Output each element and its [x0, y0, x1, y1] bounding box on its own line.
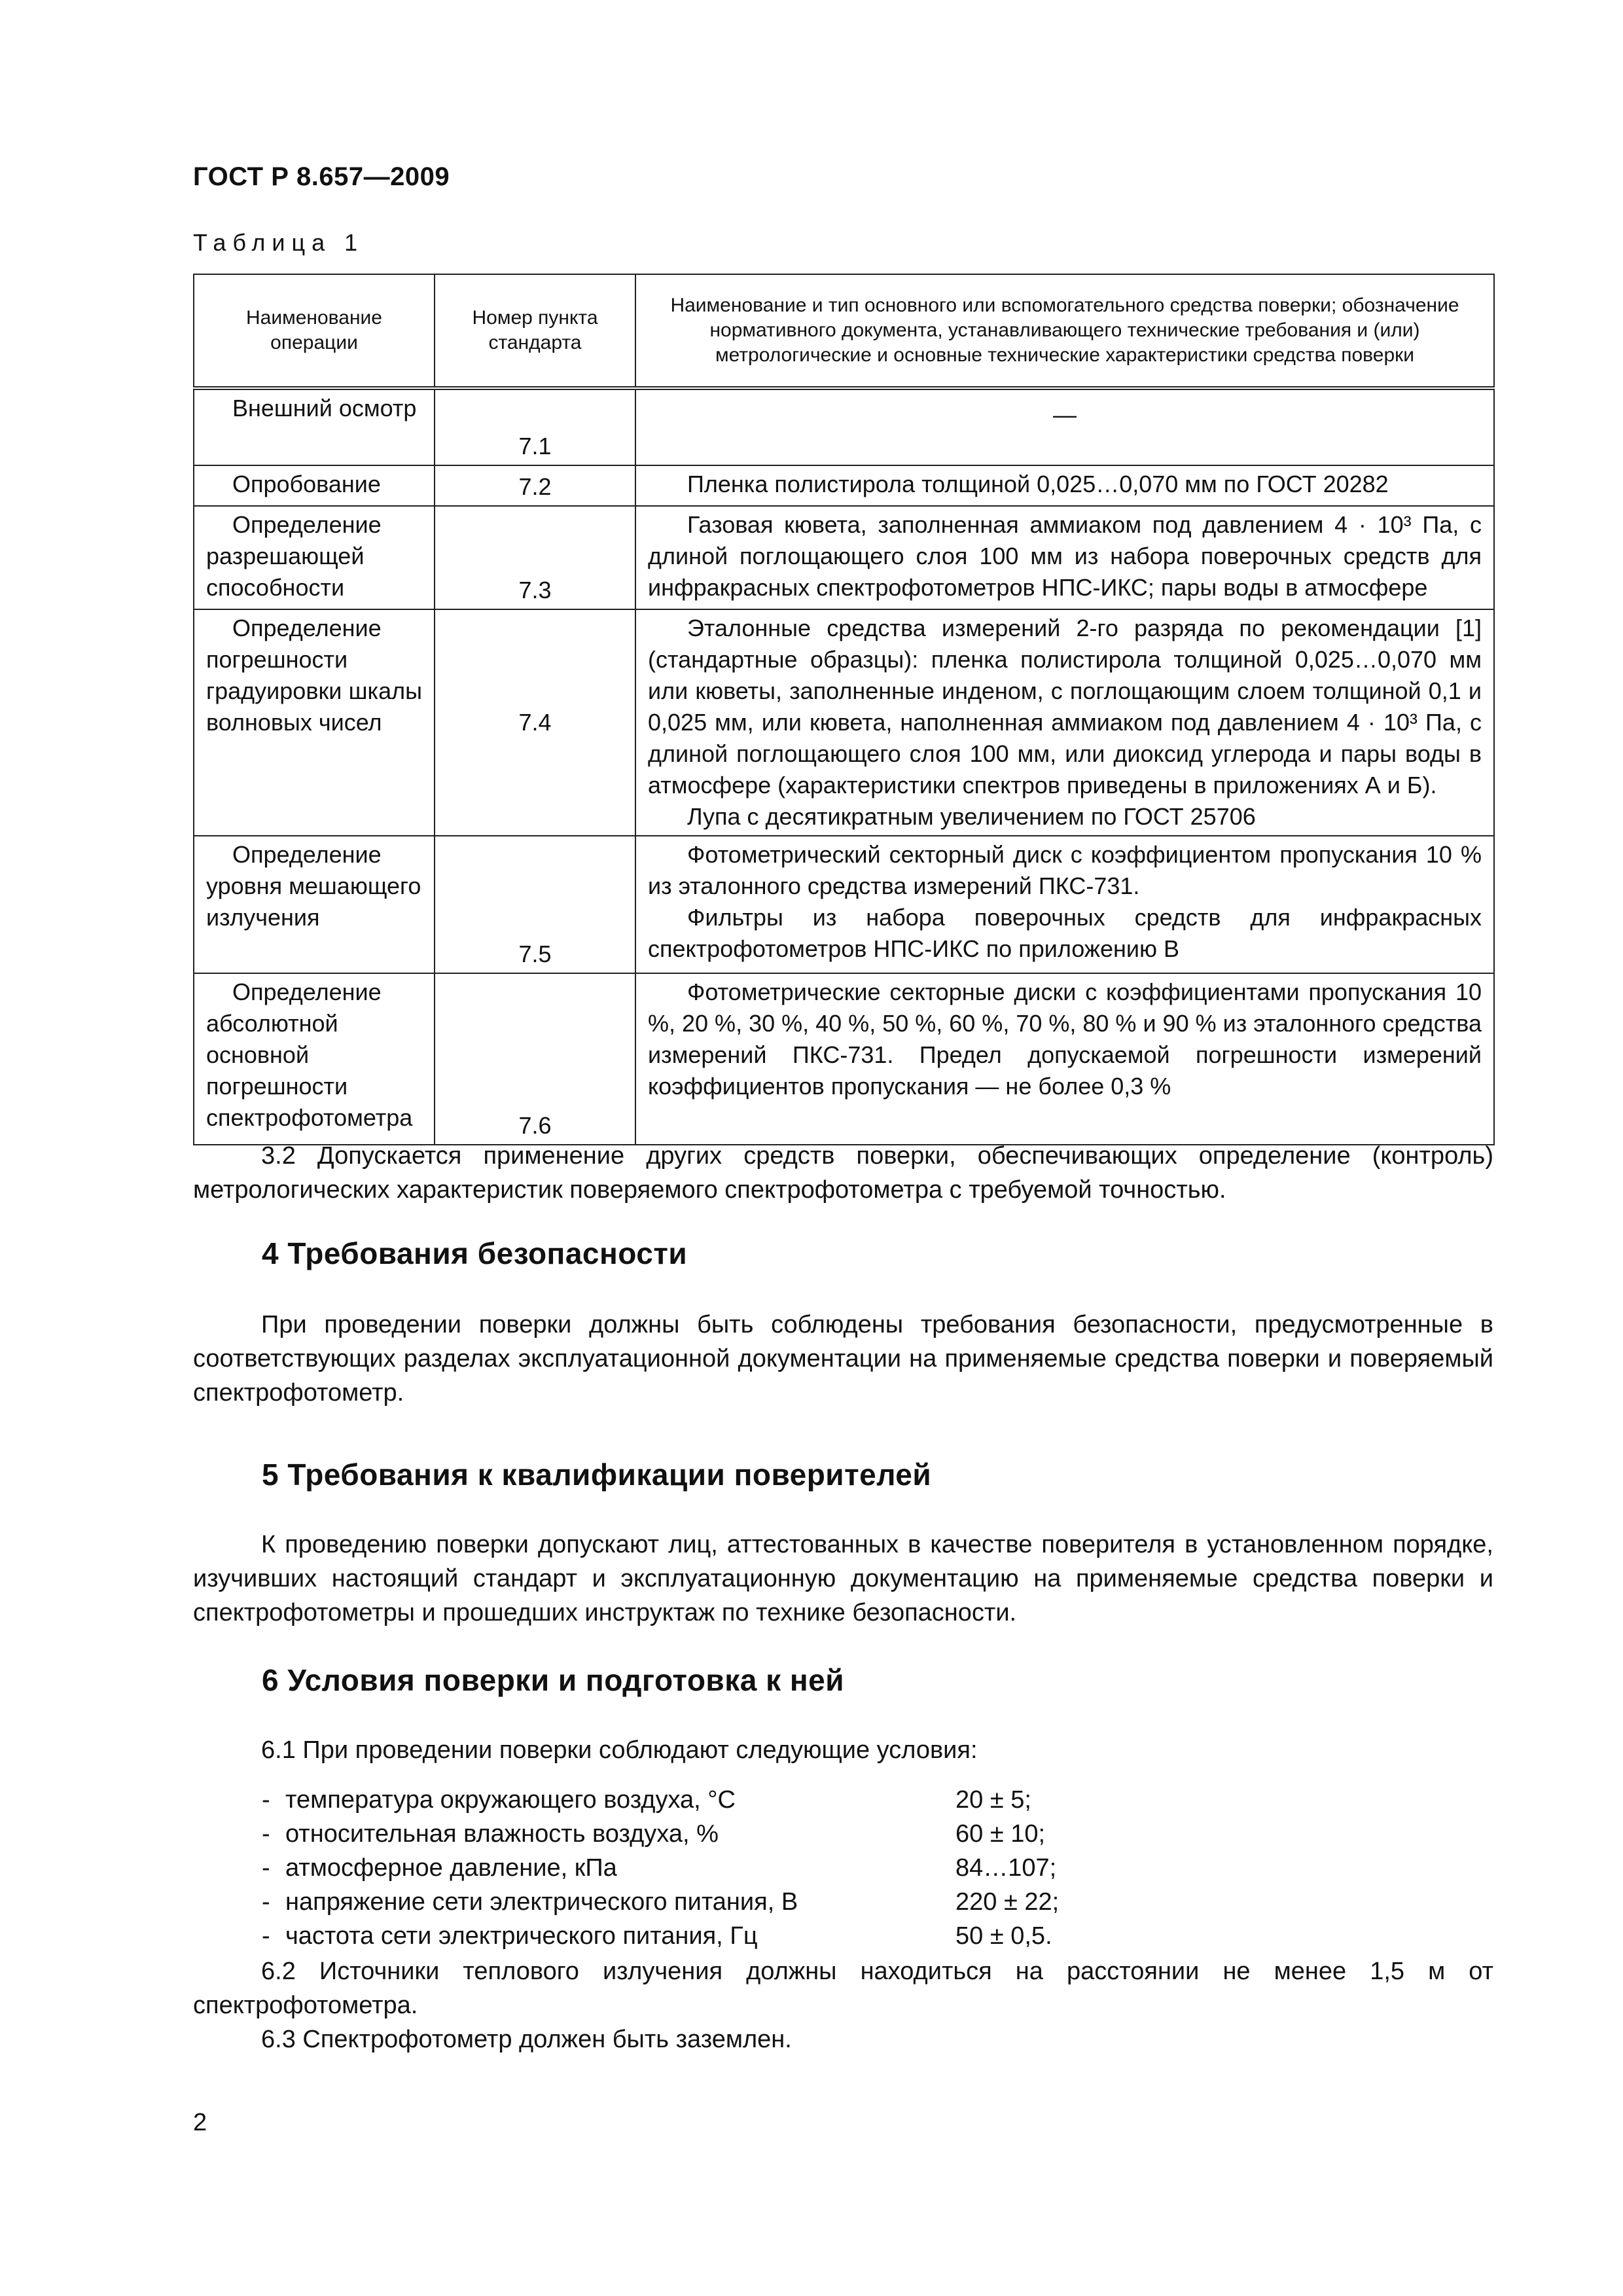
tools-cell [635, 506, 1494, 609]
section-5-heading: 5 Требования к квалификации поверителей [262, 1458, 932, 1492]
paragraph-3-2: 3.2 Допускается применение других средств поверки, обеспечивающих определение (контроль) метрологических характеристик поверяемого спектрофотометра с требуемой точностью. [193, 1142, 1493, 1204]
number-cell: 7.1 [435, 388, 635, 465]
list-item [262, 1817, 1113, 1851]
page-number: 2 [193, 2109, 207, 2136]
section-4-heading: 4 Требования безопасности [262, 1236, 688, 1270]
table-row [194, 609, 1494, 836]
tools-text: Фотометрический секторный диск с коэффициентом пропускания 10 % из эталонного средства измерений ПКС-731. [648, 841, 1482, 899]
condition-value: 84…107; [955, 1854, 1057, 1882]
tools-text: Фотометрические секторные диски с коэффициентами пропускания 10 %, 20 %, 30 %, 40 %, 50 %, 60 %, 70 %, 80 % и 90 % из эталонного средства измерений ПКС-731. Предел допускаемой погрешности измерений коэффициентов пропускания — не более 0,3 % [648, 978, 1482, 1100]
number-cell: 7.3 [435, 506, 635, 609]
condition-value: 220 ± 22; [955, 1888, 1060, 1916]
list-item [262, 1919, 1113, 1953]
number-cell: 7.4 [435, 609, 635, 836]
operation-cell: Внешний осмотр [194, 388, 435, 465]
column-header-operation: Наименование операции [194, 274, 435, 388]
condition-label: относительная влажность воздуха, % [285, 1820, 719, 1848]
tools-cell [635, 609, 1494, 836]
operation-cell: Определение абсолютной основной погрешности спектрофотометра [194, 973, 435, 1145]
tools-cell [635, 836, 1494, 973]
number-cell: 7.2 [435, 465, 635, 506]
condition-value: 50 ± 0,5. [955, 1922, 1052, 1950]
table-caption: Таблица 1 [193, 229, 365, 256]
condition-label: атмосферное давление, кПа [285, 1854, 617, 1882]
table-header-row [194, 274, 1494, 388]
tools-text: Фильтры из набора поверочных средств для инфракрасных спектрофотометров НПС-ИКС по приложению В [648, 904, 1482, 962]
section-5-text: К проведению поверки допускают лиц, аттестованных в качестве поверителя в установленном порядке, изучивших настоящий стандарт и эксплуатационную документацию на применяемые средства поверки и спектрофотометры и прошедших инструктаж по технике безопасности. [193, 1531, 1493, 1626]
tools-cell [635, 388, 1494, 465]
condition-value: 60 ± 10; [955, 1820, 1046, 1848]
table-row [194, 465, 1494, 506]
tools-cell [635, 973, 1494, 1145]
condition-label: температура окружающего воздуха, °С [285, 1786, 736, 1814]
column-header-number: Номер пункта стандарта [435, 274, 635, 388]
number-cell: 7.5 [435, 836, 635, 973]
list-bullet: - [262, 1854, 270, 1882]
list-item [262, 1885, 1113, 1919]
list-bullet: - [262, 1888, 270, 1916]
tools-cell [635, 465, 1494, 506]
tools-text: Пленка полистирола толщиной 0,025…0,070 мм по ГОСТ 20282 [687, 471, 1389, 497]
tools-text: Эталонные средства измерений 2-го разряда по рекомендации [1] (стандартные образцы): пленка полистирола толщиной 0,025…0,070 мм или кюветы, заполненные инденом, с поглощающим слоем толщиной 0,1 и 0,025 мм, или кювета, наполненная аммиаком под давлением 4 · 10³ Па, с длиной поглощающего слоя 100 мм, или диоксид углерода и пары воды в атмосфере (характеристики спектров приведены в приложениях А и Б). [648, 615, 1482, 798]
paragraph-6-1: 6.1 При проведении поверки соблюдают следующие условия: [261, 1736, 978, 1764]
list-item [262, 1783, 1113, 1817]
condition-value: 20 ± 5; [955, 1786, 1031, 1814]
operation-cell: Определение уровня мешающего излучения [194, 836, 435, 973]
paragraph-6-3: 6.3 Спектрофотометр должен быть заземлен. [261, 2026, 792, 2053]
tools-text: Лупа с десятикратным увеличением по ГОСТ 25706 [687, 803, 1256, 830]
operation-cell: Определение разрешающей способности [194, 506, 435, 609]
condition-label: частота сети электрического питания, Гц [285, 1922, 758, 1950]
list-bullet: - [262, 1820, 270, 1848]
table-row [194, 973, 1494, 1145]
operation-cell: Опробование [194, 465, 435, 506]
table-row [194, 836, 1494, 973]
list-bullet: - [262, 1786, 270, 1814]
table-row [194, 388, 1494, 465]
column-header-tools: Наименование и тип основного или вспомогательного средства поверки; обозначение нормативного документа, устанавливающего технические требования и (или) метрологические и основные технические характеристики средства поверки [635, 274, 1494, 388]
document-header-title: ГОСТ Р 8.657—2009 [193, 162, 450, 191]
verification-tools-table [193, 274, 1495, 1145]
tools-text: Газовая кювета, заполненная аммиаком под давлением 4 · 10³ Па, с длиной поглощающего слоя 100 мм из набора поверочных средств для инфракрасных спектрофотометров НПС-ИКС; пары воды в атмосфере [648, 511, 1482, 601]
conditions-list [262, 1783, 1113, 1953]
list-item [262, 1851, 1113, 1885]
section-4-text: При проведении поверки должны быть соблюдены требования безопасности, предусмотренные в соответствующих разделах эксплуатационной документации на применяемые средства поверки и поверяемый спектрофотометр. [193, 1311, 1493, 1407]
condition-label: напряжение сети электрического питания, В [285, 1888, 798, 1916]
table-row [194, 506, 1494, 609]
section-6-heading: 6 Условия поверки и подготовка к ней [262, 1663, 845, 1697]
paragraph-6-2: 6.2 Источники теплового излучения должны находиться на расстоянии не менее 1,5 м от спектрофотометра. [193, 1958, 1493, 2019]
operation-cell: Определение погрешности градуировки шкалы волновых чисел [194, 609, 435, 836]
number-cell: 7.6 [435, 973, 635, 1145]
tools-text: — [1053, 401, 1077, 428]
list-bullet: - [262, 1922, 270, 1950]
